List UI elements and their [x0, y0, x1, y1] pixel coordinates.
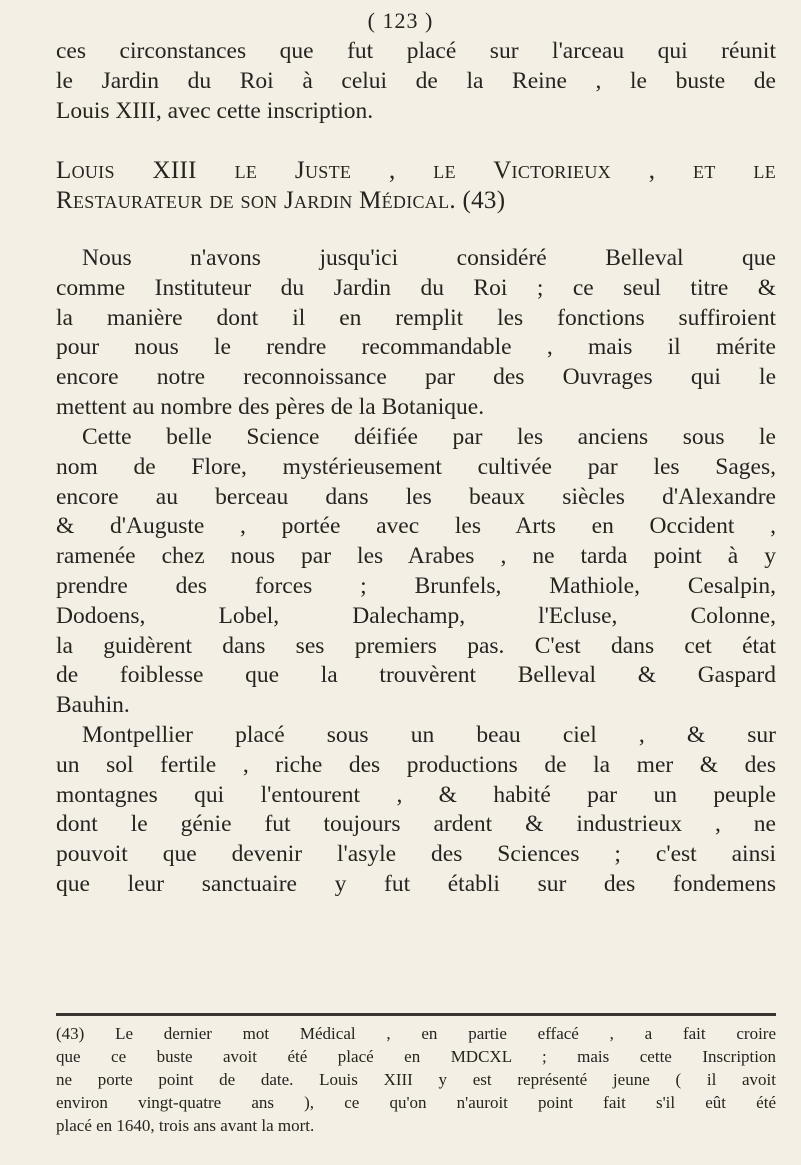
- text-line: prendre des forces ; Brunfels, Mathiole, Cesalpin,: [56, 572, 776, 599]
- text-line: que leur sanctuaire y fut établi sur des fondemens: [56, 870, 776, 897]
- paragraph-belleval: [56, 244, 776, 423]
- footnote-line: environ vingt-quatre ans ), ce qu'on n'auroit point fait s'il eût été: [56, 1093, 776, 1112]
- text-line: dont le génie fut toujours ardent & industrieux , ne: [56, 811, 776, 838]
- text-line: nom de Flore, mystérieusement cultivée par les Sages,: [56, 453, 776, 480]
- text-line: ces circonstances que fut placé sur l'arceau qui réunit: [56, 38, 776, 64]
- text-line: le Jardin du Roi à celui de la Reine , le buste de: [56, 67, 776, 94]
- text-line: ramenée chez nous par les Arabes , ne tarda point à y: [56, 543, 776, 570]
- text-line: montagnes qui l'entourent , & habité par un peuple: [56, 781, 776, 808]
- text-line: comme Instituteur du Jardin du Roi ; ce seul titre &: [56, 274, 776, 301]
- text-line: Dodoens, Lobel, Dalechamp, l'Ecluse, Colonne,: [56, 602, 776, 629]
- text-line: encore au berceau dans les beaux siècles d'Alexandre: [56, 483, 776, 510]
- text-line: pouvoit que devenir l'asyle des Sciences ; c'est ainsi: [56, 841, 776, 868]
- footnote-rule: [56, 1013, 776, 1016]
- text-line: Bauhin.: [56, 692, 130, 719]
- text-line: pour nous le rendre recommandable , mais il mérite: [56, 334, 776, 361]
- footnote-line: (43) Le dernier mot Médical , en partie effacé , a fait croire: [56, 1024, 776, 1043]
- intro-paragraph: [56, 37, 776, 126]
- footnote-line: placé en 1640, trois ans avant la mort.: [56, 1116, 315, 1135]
- text-line: Montpellier placé sous un beau ciel , & sur: [82, 722, 776, 748]
- text-line: la guidèrent dans ses premiers pas. C'est dans cet état: [56, 632, 776, 659]
- footnote-line: ne porte point de date. Louis XIII y est représenté jeune ( il avoit: [56, 1070, 776, 1089]
- page-number: ( 123 ): [367, 8, 434, 33]
- text-line: encore notre reconnoissance par des Ouvrages qui le: [56, 364, 776, 391]
- paragraph-montpellier: [56, 721, 776, 900]
- text-line: un sol fertile , riche des productions de la mer & des: [56, 751, 776, 778]
- text-line: Cette belle Science déifiée par les anciens sous le: [82, 424, 776, 450]
- inscription-heading: [56, 156, 776, 216]
- text-line: de foiblesse que la trouvèrent Belleval & Gaspard: [56, 662, 776, 689]
- text-line: Louis XIII, avec cette inscription.: [56, 97, 374, 124]
- text-line: la manière dont il en remplit les fonctions suffiroient: [56, 304, 776, 331]
- footnote-line: que ce buste avoit été placé en MDCXL ; mais cette Inscription: [56, 1047, 776, 1066]
- text-line: Nous n'avons jusqu'ici considéré Belleval que: [82, 245, 776, 271]
- text-line: & d'Auguste , portée avec les Arts en Occident ,: [56, 513, 776, 540]
- text-line: mettent au nombre des pères de la Botanique.: [56, 393, 485, 420]
- paragraph-botany: [56, 423, 776, 721]
- inscription-line: Restaurateur de son Jardin Médical. (43): [56, 186, 506, 214]
- inscription-line: Louis XIII le Juste , le Victorieux , et le: [56, 157, 776, 184]
- footnote: [56, 1022, 776, 1137]
